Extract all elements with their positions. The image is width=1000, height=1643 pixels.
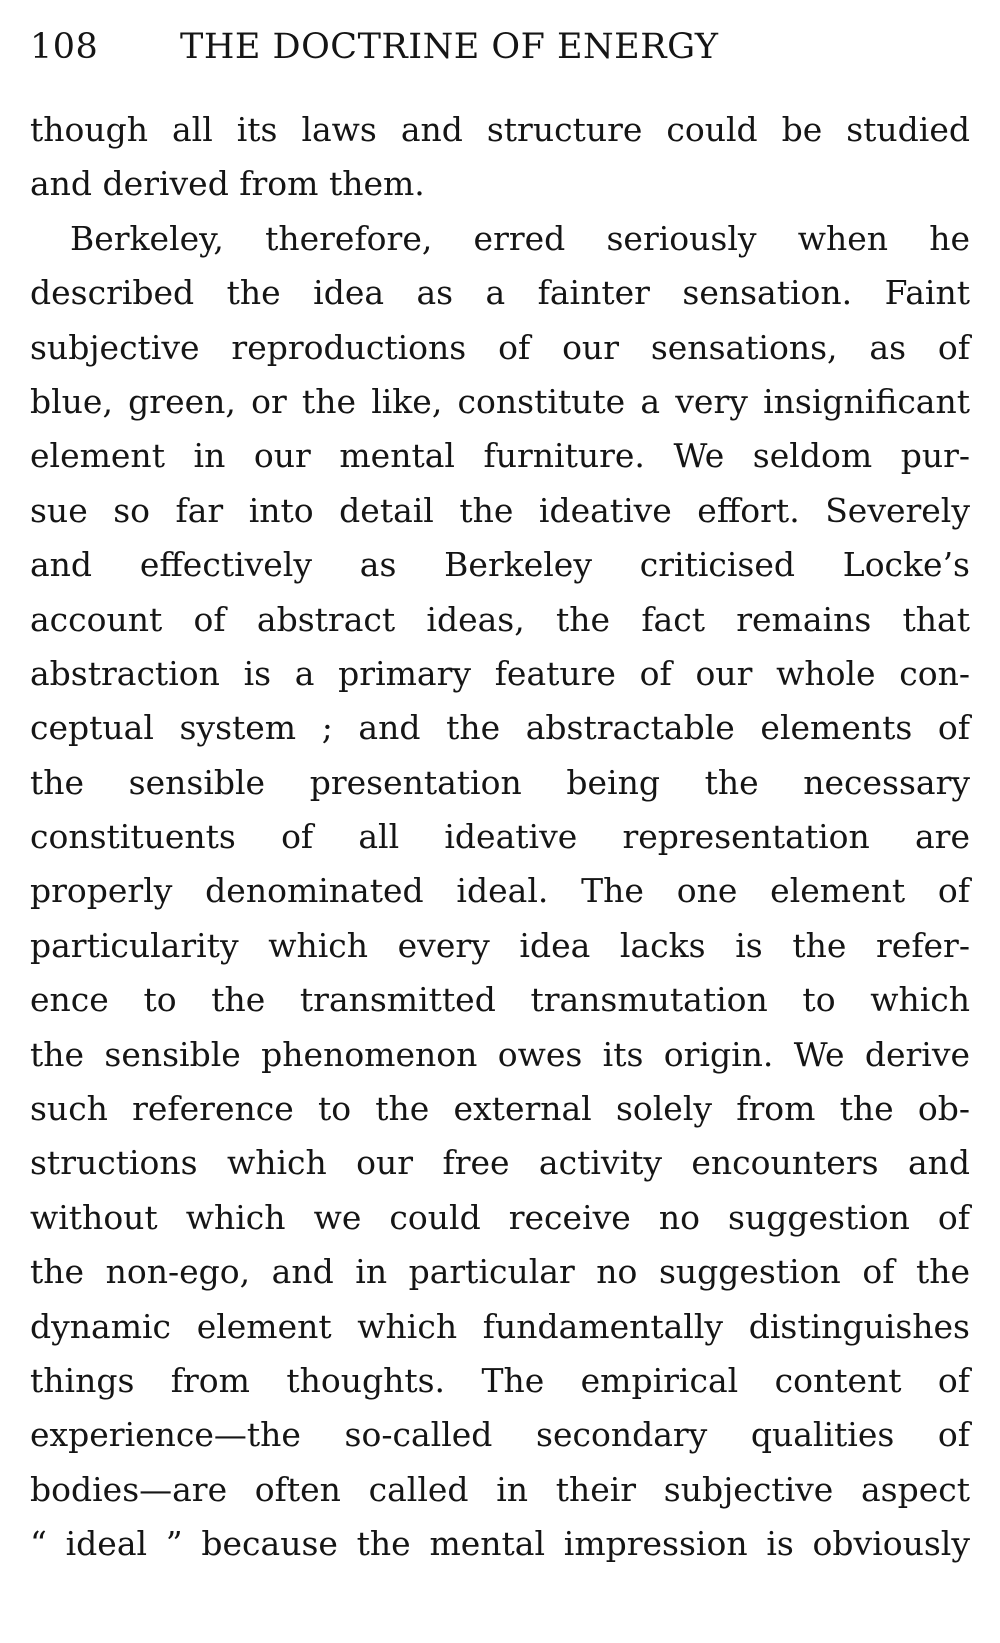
text-line: particularity which every idea lacks is the refer- <box>30 925 970 965</box>
running-head: THE DOCTRINE OF ENERGY <box>180 27 719 67</box>
body-text <box>30 103 970 1572</box>
text-line: the non-ego, and in particular no suggestion of the <box>30 1252 970 1292</box>
text-line: properly denominated ideal. The one element of <box>30 871 970 911</box>
text-line: subjective reproductions of our sensations, as of <box>30 327 970 367</box>
text-line: without which we could receive no suggestion of <box>30 1197 970 1237</box>
text-line: element in our mental furniture. We seldom pur- <box>30 436 970 476</box>
text-line: constituents of all ideative representation are <box>30 817 970 857</box>
text-line: and effectively as Berkeley criticised Locke’s <box>30 545 970 585</box>
text-line: bodies—are often called in their subjective aspect <box>30 1469 970 1509</box>
page-header <box>30 22 970 72</box>
text-line: and derived from them. <box>30 164 425 204</box>
text-line: dynamic element which fundamentally distinguishes <box>30 1306 970 1346</box>
text-line: things from thoughts. The empirical content of <box>30 1360 970 1400</box>
text-line: though all its laws and structure could be studied <box>30 110 970 149</box>
text-line: such reference to the external solely from the ob- <box>30 1089 970 1129</box>
text-line: experience—the so-called secondary qualities of <box>30 1415 970 1455</box>
paragraph-start-line: Berkeley, therefore, erred seriously when he <box>70 218 970 258</box>
text-line: the sensible presentation being the necessary <box>30 762 970 802</box>
text-line: account of abstract ideas, the fact remains that <box>30 599 970 639</box>
text-line: sue so far into detail the ideative effort. Severely <box>30 490 970 530</box>
text-line: ence to the transmitted transmutation to which <box>30 980 970 1020</box>
page-number: 108 <box>30 27 99 67</box>
text-line: described the idea as a fainter sensation. Faint <box>30 273 970 313</box>
text-line: “ ideal ” because the mental impression is obviously <box>30 1524 970 1564</box>
text-line: ceptual system ; and the abstractable elements of <box>30 708 970 748</box>
text-line: abstraction is a primary feature of our whole con- <box>30 653 970 693</box>
text-line: blue, green, or the like, constitute a very insignificant <box>30 381 970 421</box>
text-line: structions which our free activity encounters and <box>30 1143 970 1183</box>
text-line: the sensible phenomenon owes its origin. We derive <box>30 1034 970 1074</box>
